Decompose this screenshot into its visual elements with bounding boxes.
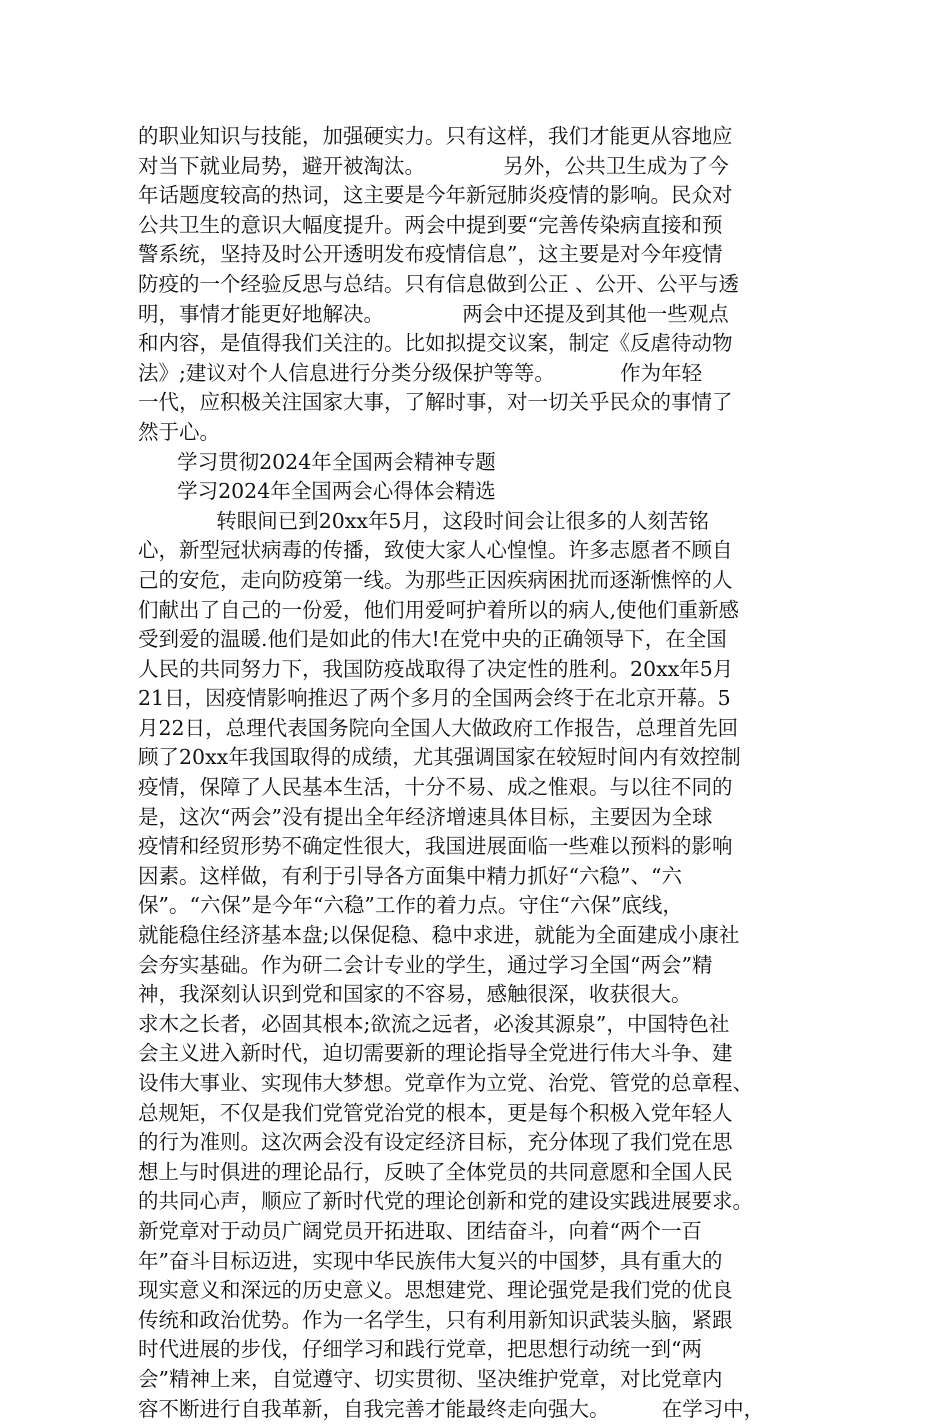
text-line: 总规矩，不仅是我们党管党治党的根本，更是每个积极入党年轻人 <box>138 1100 733 1125</box>
text-line: 年”奋斗目标迈进，实现中华民族伟大复兴的中国梦，具有重大的 <box>138 1248 723 1273</box>
text-line: 受到爱的温暖.他们是如此的伟大!在党中央的正确领导下，在全国 <box>138 627 727 652</box>
text-line: 会主义进入新时代，迫切需要新的理论指导全党进行伟大斗争、建 <box>138 1041 733 1066</box>
text-line: 传统和政治优势。作为一名学生，只有利用新知识武装头脑，紧跟 <box>138 1307 733 1332</box>
text-line: 己的安危，走向防疫第一线。为那些正因疾病困扰而逐渐憔悴的人 <box>138 567 733 592</box>
text-line: 法》;建议对个人信息进行分类分级保护等等。 作为年轻 <box>138 360 703 385</box>
text-line: 会夯实基础。作为研二会计专业的学生，通过学习全国“两会”精 <box>138 952 713 977</box>
text-line: 容不断进行自我革新，自我完善才能最终走向强大。 在学习中， <box>138 1396 765 1421</box>
text-line: 学习贯彻2024年全国两会精神专题 <box>138 449 496 474</box>
text-line: 疫情，保障了人民基本生活，十分不易、成之惟艰。与以往不同的 <box>138 775 733 800</box>
text-line: 时代进展的步伐，仔细学习和践行党章，把思想行动统一到“两 <box>138 1337 702 1362</box>
text-line: 21日，因疫情影响推迟了两个多月的全国两会终于在北京开幕。5 <box>138 686 731 711</box>
text-line: 月22日，总理代表国务院向全国人大做政府工作报告，总理首先回 <box>138 715 739 740</box>
text-line: 设伟大事业、实现伟大梦想。党章作为立党、治党、管党的总章程、 <box>138 1071 753 1095</box>
text-line: 学习2024年全国两会心得体会精选 <box>138 479 496 504</box>
text-line: 一代，应积极关注国家大事，了解时事，对一切关乎民众的事情了 <box>138 390 733 415</box>
text-line: 然于心。 <box>138 419 220 444</box>
text-line: 会”精神上来，自觉遵守、切实贯彻、坚决维护党章，对比党章内 <box>138 1366 723 1391</box>
text-line: 防疫的一个经验反思与总结。只有信息做到公正 、公开、公平与透 <box>138 271 740 296</box>
text-line: 对当下就业局势，避开被淘汰。 另外，公共卫生成为了今 <box>138 153 729 178</box>
text-line: 转眼间已到20xx年5月，这段时间会让很多的人刻苦铭 <box>138 508 709 533</box>
text-line: 神，我深刻认识到党和国家的不容易，感触很深，收获很大。 <box>138 982 692 1007</box>
text-line: 想上与时俱进的理论品行，反映了全体党员的共同意愿和全国人民 <box>138 1159 733 1184</box>
text-line: 新党章对于动员广阔党员开拓进取、团结奋斗，向着“两个一百 <box>138 1218 702 1243</box>
text-line: 的共同心声，顺应了新时代党的理论创新和党的建设实践进展要求。 <box>138 1189 753 1214</box>
text-line: 顾了20xx年我国取得的成绩，尤其强调国家在较短时间内有效控制 <box>138 745 741 770</box>
text-line: 人民的共同努力下，我国防疫战取得了决定性的胜利。20xx年5月 <box>138 656 734 681</box>
text-line: 保”。“六保”是今年“六稳”工作的着力点。守住“六保”底线， <box>138 893 683 918</box>
text-line: 的行为准则。这次两会没有设定经济目标，充分体现了我们党在思 <box>138 1130 733 1155</box>
text-line: 因素。这样做，有利于引导各方面集中精力抓好“六稳”、“六 <box>138 863 682 888</box>
text-line: 心，新型冠状病毒的传播，致使大家人心惶惶。许多志愿者不顾自 <box>138 538 733 563</box>
text-line: 求木之长者，必固其根本;欲流之远者，必浚其源泉”，中国特色社 <box>138 1011 730 1036</box>
text-line: 是，这次“两会”没有提出全年经济增速具体目标，主要因为全球 <box>138 804 713 829</box>
text-line: 明，事情才能更好地解决。 两会中还提及到其他一些观点 <box>138 301 729 326</box>
text-line: 年话题度较高的热词，这主要是今年新冠肺炎疫情的影响。民众对 <box>138 183 733 208</box>
text-line: 们献出了自己的一份爱，他们用爱呵护着所以的病人,使他们重新感 <box>138 597 740 622</box>
text-line: 和内容，是值得我们关注的。比如拟提交议案，制定《反虐待动物 <box>138 331 733 356</box>
text-line: 的职业知识与技能，加强硬实力。只有这样，我们才能更从容地应 <box>138 124 733 148</box>
document-body <box>138 122 828 1424</box>
text-line: 警系统，坚持及时公开透明发布疫情信息”，这主要是对今年疫情 <box>138 242 723 267</box>
text-line: 公共卫生的意识大幅度提升。两会中提到要“完善传染病直接和预 <box>138 212 723 237</box>
text-line: 现实意义和深远的历史意义。思想建党、理论强党是我们党的优良 <box>138 1278 733 1303</box>
text-line: 疫情和经贸形势不确定性很大，我国进展面临一些难以预料的影响 <box>138 834 733 859</box>
text-line: 就能稳住经济基本盘;以保促稳、稳中求进，就能为全面建成小康社 <box>138 923 740 948</box>
